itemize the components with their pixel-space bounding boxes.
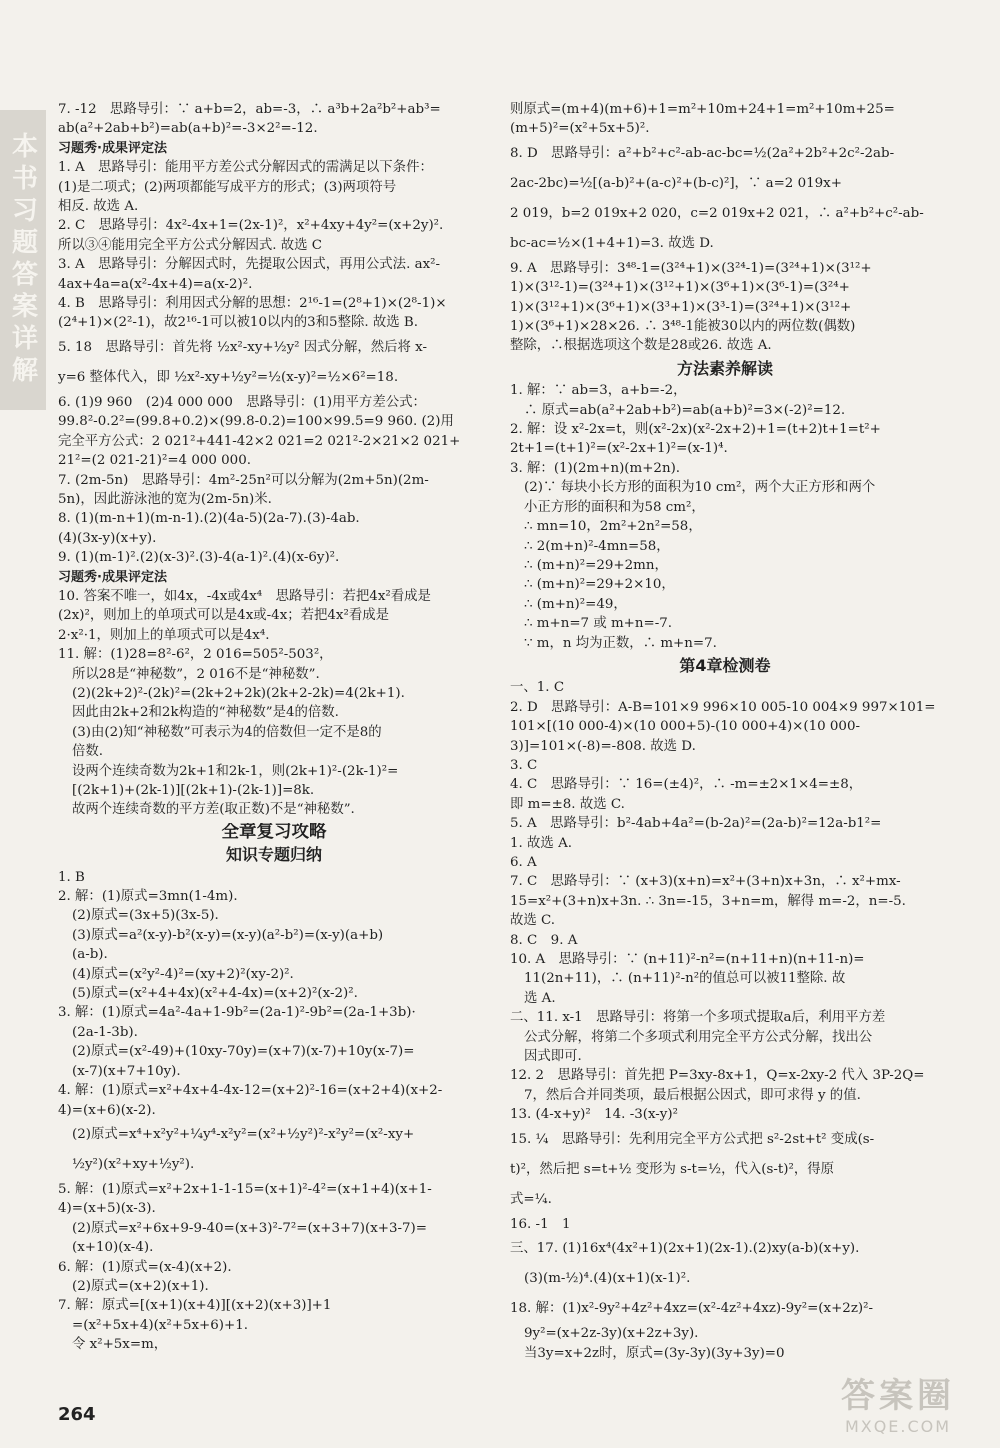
right-line: ∵ m，n 均为正数，∴ m+n=7. xyxy=(524,635,717,651)
left-line: 设两个连续奇数为2k+1和2k-1，则(2k+1)²-(2k-1)²= xyxy=(72,763,399,779)
left-line: (2x)²，则加上的单项式可以是4x或-4x；若把4x²看成是 xyxy=(58,608,390,624)
left-line: 1. A 思路导引：能用平方差公式分解因式的需满足以下条件： xyxy=(58,160,433,176)
right-column xyxy=(510,100,940,1363)
right-line: bc-ac=½×(1+4+1)=3. 故选 D. xyxy=(510,235,714,251)
right-line: 9. A 思路导引：3⁴⁸-1=(3²⁴+1)×(3²⁴-1)=(3²⁴+1)×(3¹²+ xyxy=(510,260,872,276)
right-line: 9y²=(x+2z-3y)(x+2z+3y). xyxy=(524,1326,699,1342)
right-line: ∴ mn=10，2m²+2n²=58， xyxy=(524,519,702,535)
right-line: 3. C xyxy=(510,757,538,773)
left-line: 相反. 故选 A. xyxy=(58,199,139,215)
left-line: (x+10)(x-4). xyxy=(72,1240,154,1256)
left-line: 3. A 思路导引：分解因式时，先提取公因式，再用公式法. ax²- xyxy=(58,257,441,273)
watermark-main: 答案圈 xyxy=(841,1376,955,1416)
left-line: (2)原式=(3x+5)(3x-5). xyxy=(72,908,219,924)
left-line: 习题秀·成果评定法 xyxy=(58,140,167,156)
left-line: 11. 解：(1)28=8²-6²，2 016=505²-503²， xyxy=(58,647,333,663)
right-line: 12. 2 思路导引：首先把 P=3xy-8x+1，Q=x-2xy-2 代入 3P-2Q= xyxy=(510,1068,925,1084)
right-line: 4. C 思路导引：∵ 16=(±4)²，∴ -m=±2×1×4=±8， xyxy=(510,777,863,793)
right-line: (3)(m-½)⁴.(4)(x+1)(x-1)². xyxy=(524,1271,691,1287)
right-line: 一、1. C xyxy=(510,680,565,696)
left-line: (2⁴+1)×(2²-1)，故2¹⁶-1可以被10以内的3和5整除. 故选 B. xyxy=(58,315,418,331)
right-line: 即 m=±8. 故选 C. xyxy=(510,796,625,812)
left-line: (5)原式=(x²+4+4x)(x²+4-4x)=(x+2)²(x-2)². xyxy=(72,986,358,1002)
left-line: (1)是二项式；(2)两项都能写成平方的形式；(3)两项符号 xyxy=(58,179,397,195)
left-line: 7. 解：原式=[(x+1)(x+4)][(x+2)(x+3)]+1 xyxy=(58,1298,332,1314)
left-line: ab(a²+2ab+b²)=ab(a+b)²=-3×2²=-12. xyxy=(58,121,318,137)
right-line: 1)×(3⁶+1)×28×26. ∴ 3⁴⁸-1能被30以内的两位数(偶数) xyxy=(510,319,856,335)
right-line: 三、17. (1)16x⁴(4x²+1)(2x+1)(2x-1).(2)xy(a-b)(x+y). xyxy=(510,1241,860,1257)
left-line: 4. B 思路导引：利用因式分解的思想：2¹⁶-1=(2⁸+1)×(2⁸-1)× xyxy=(58,296,447,312)
right-line: 2 019，b=2 019x+2 020，c=2 019x+2 021，∴ a²+b²+c²-ab- xyxy=(510,205,924,221)
right-line: 2. D 思路导引：A-B=101×9 996×10 005-10 004×9 997×101= xyxy=(510,699,936,715)
right-line: ∴ (m+n)²=29+2×10， xyxy=(524,577,675,593)
right-line: 式=¼. xyxy=(510,1191,552,1207)
left-line: (x-7)(x+7+10y). xyxy=(72,1063,181,1079)
left-line: (a-b). xyxy=(72,947,108,963)
right-line: 16. -1 1 xyxy=(510,1216,571,1232)
right-line: 2t+1=(t+1)²=(x²-2x+1)²=(x-1)⁴. xyxy=(510,441,728,457)
right-line: 1)×(3¹²+1)×(3⁶+1)×(3³+1)×(3³-1)=(3²⁴+1)×(3¹²+ xyxy=(510,299,852,315)
right-line: 11(2n+11)，∴ (n+11)²-n²的值总可以被11整除. 故 xyxy=(524,971,846,987)
left-line: 1. B xyxy=(58,869,85,885)
right-line: 公式分解，将第二个多项式利用完全平方公式分解，找出公 xyxy=(524,1029,873,1045)
left-line: (2a-1-3b). xyxy=(72,1024,138,1040)
right-line: ∴ (m+n)²=49， xyxy=(524,596,627,612)
left-line: (2)原式=(x+2)(x+1). xyxy=(72,1278,209,1294)
right-line: 15. ¼ 思路导引：先利用完全平方公式把 s²-2st+t² 变成(s- xyxy=(510,1131,875,1147)
left-line: [(2k+1)+(2k-1)][(2k+1)-(2k-1)]=8k. xyxy=(72,783,315,798)
right-line: 15=x²+(3+n)x+3n. ∴ 3n=-15，3+n=m，解得 m=-2，n=-5. xyxy=(510,893,906,909)
right-line: 2. 解：设 x²-2x=t，则(x²-2x)(x²-2x+2)+1=(t+2)t+1=t²+ xyxy=(510,422,881,438)
right-line: 5. A 思路导引：b²-4ab+4a²=(b-2a)²=(2a-b)²=12a-b1²= xyxy=(510,816,882,832)
side-tab-label: 本书习题答案详解 xyxy=(0,110,46,410)
left-line: 6. 解：(1)原式=(x-4)(x+2). xyxy=(58,1259,232,1275)
left-line: 令 x²+5x=m， xyxy=(72,1337,168,1353)
right-line: 第4章检测卷 xyxy=(679,655,771,675)
left-line: 7. -12 思路导引：∵ a+b=2，ab=-3，∴ a³b+2a²b²+ab³= xyxy=(58,102,441,117)
left-line: 2. C 思路导引：4x²-4x+1=(2x-1)²，x²+4xy+4y²=(x+2y)². xyxy=(58,218,444,234)
right-line: 8. C 9. A xyxy=(510,932,578,948)
right-line: 10. A 思路导引：∵ (n+11)²-n²=(n+11+n)(n+11-n)= xyxy=(510,952,865,968)
left-line: 7. (2m-5n) 思路导引：4m²-25n²可以分解为(2m+5n)(2m- xyxy=(58,472,429,488)
left-line: (2)原式=(x²-49)+(10xy-70y)=(x+7)(x-7)+10y(x-7)= xyxy=(72,1044,415,1060)
left-line: 2. 解：(1)原式=3mn(1-4m). xyxy=(58,889,238,905)
right-line: 整除，∴根据选项这个数是28或26. 故选 A. xyxy=(510,338,772,354)
left-line: (4)(3x-y)(x+y). xyxy=(58,530,157,546)
left-line: 故两个连续奇数的平方差(取正数)不是“神秘数”. xyxy=(72,802,355,818)
right-line: 2ac-2bc)=½[(a-b)²+(a-c)²+(b-c)²]，∵ a=2 019x+ xyxy=(510,175,842,191)
right-line: (m+5)²=(x²+5x+5)². xyxy=(510,121,650,137)
left-line: 因此由2k+2和2k构造的“神秘数”是4的倍数. xyxy=(72,705,339,721)
left-line: 知识专题归纳 xyxy=(225,845,322,865)
left-line: (2)原式=x²+6x+9-9-40=(x+3)²-7²=(x+3+7)(x+3-7)= xyxy=(72,1220,427,1236)
right-line: 选 A. xyxy=(524,990,556,1006)
left-line: 9. (1)(m-1)².(2)(x-3)².(3)-4(a-1)².(4)(x-6y)². xyxy=(58,550,340,566)
page-number: 264 xyxy=(58,1404,96,1425)
right-line: ∴ 原式=ab(a²+2ab+b²)=ab(a+b)²=3×(-2)²=12. xyxy=(524,402,846,418)
left-line: =(x²+5x+4)(x²+5x+6)+1. xyxy=(72,1317,249,1333)
right-line: 则原式=(m+4)(m+6)+1=m²+10m+24+1=m²+10m+25= xyxy=(510,102,895,117)
left-line: 全章复习攻略 xyxy=(221,822,327,842)
right-line: 1)×(3¹²-1)=(3²⁴+1)×(3¹²+1)×(3⁶+1)×(3⁶-1)=(3²⁴+ xyxy=(510,280,850,296)
right-line: (2)∵ 每块小长方形的面积为10 cm²，两个大正方形和两个 xyxy=(524,480,876,496)
left-line: 4ax+4a=a(x²-4x+4)=a(x-2)². xyxy=(58,276,253,292)
watermark-logo xyxy=(808,1368,988,1438)
right-line: 3)]=101×(-8)=-808. 故选 D. xyxy=(510,738,696,754)
right-line: 1. 故选 A. xyxy=(510,835,572,851)
left-line: 5. 解：(1)原式=x²+2x+1-1-15=(x+1)²-4²=(x+1+4)(x+1- xyxy=(58,1181,432,1197)
left-line: (3)由(2)知“神秘数”可表示为4的倍数但一定不是8的 xyxy=(72,724,382,740)
right-line: 6. A xyxy=(510,855,537,870)
left-line: 所以③④能用完全平方公式分解因式. 故选 C xyxy=(58,237,323,253)
right-line: 方法素养解读 xyxy=(676,358,773,378)
right-line: 二、11. x-1 思路导引：将第一个多项式提取a后，利用平方差 xyxy=(510,1010,886,1026)
left-line: 所以28是“神秘数”，2 016不是“神秘数”. xyxy=(72,666,320,682)
right-line: 8. D 思路导引：a²+b²+c²-ab-ac-bc=½(2a²+2b²+2c²-2ab- xyxy=(510,145,895,161)
right-line: 101×[(10 000-4)×(10 000+5)-(10 000+4)×(10 000- xyxy=(510,719,861,735)
left-line: 8. (1)(m-n+1)(m-n-1).(2)(4a-5)(2a-7).(3)-4ab. xyxy=(58,511,360,527)
left-line: ½y²)(x²+xy+½y²). xyxy=(72,1156,195,1172)
right-line: 当3y=x+2z时，原式=(3y-3y)(3y+3y)=0 xyxy=(524,1345,785,1361)
left-line: 5. 18 思路导引：首先将 ½x²-xy+½y² 因式分解，然后将 x- xyxy=(58,339,427,355)
left-line: (4)原式=(x²y²-4)²=(xy+2)²(xy-2)². xyxy=(72,966,294,982)
left-line: 4)=(x+5)(x-3). xyxy=(58,1201,156,1217)
right-line: 7，然后合并同类项，最后根据公因式，即可求得 y 的值. xyxy=(524,1087,861,1103)
left-line: (2)原式=x⁴+x²y²+¼y⁴-x²y²=(x²+½y²)²-x²y²=(x²-xy+ xyxy=(72,1126,415,1142)
watermark-sub: MXQE.COM xyxy=(844,1417,952,1436)
right-line: 因式即可. xyxy=(524,1049,582,1065)
left-line: 3. 解：(1)原式=4a²-4a+1-9b²=(2a-1)²-9b²=(2a-1+3b)· xyxy=(58,1005,416,1021)
right-line: 3. 解：(1)(2m+n)(m+2n). xyxy=(510,460,681,476)
right-line: t)²，然后把 s=t+½ 变形为 s-t=½，代入(s-t)²，得原 xyxy=(510,1161,835,1177)
right-line: 13. (4-x+y)² 14. -3(x-y)² xyxy=(510,1107,678,1123)
right-line: 7. C 思路导引：∵ (x+3)(x+n)=x²+(3+n)x+3n，∴ x²+mx- xyxy=(510,874,901,890)
right-line: 1. 解：∵ ab=3，a+b=-2， xyxy=(510,383,687,399)
right-line: 小正方形的面积和为58 cm²， xyxy=(524,499,705,515)
left-line: 习题秀·成果评定法 xyxy=(58,569,167,585)
left-line: 99.8²-0.2²=(99.8+0.2)×(99.8-0.2)=100×99.5=9 960. (2)用 xyxy=(58,414,454,430)
left-line: 2·x²·1，则加上的单项式可以是4x⁴. xyxy=(58,627,270,643)
left-line: 5n)，因此游泳池的宽为(2m-5n)米. xyxy=(58,491,272,507)
left-line: 倍数. xyxy=(72,744,104,760)
left-column xyxy=(58,100,490,1355)
left-line: 10. 答案不唯一，如4x，-4x或4x⁴ 思路导引：若把4x²看成是 xyxy=(58,588,431,604)
right-line: ∴ m+n=7 或 m+n=-7. xyxy=(524,616,673,632)
left-line: y=6 整体代入，即 ½x²-xy+½y²=½(x-y)²=½×6²=18. xyxy=(58,369,399,385)
left-line: (3)原式=a²(x-y)-b²(x-y)=(x-y)(a²-b²)=(x-y)(a+b) xyxy=(72,927,384,943)
left-line: 4. 解：(1)原式=x²+4x+4-4x-12=(x+2)²-16=(x+2+4)(x+2- xyxy=(58,1083,443,1099)
right-line: ∴ (m+n)²=29+2mn， xyxy=(524,557,668,573)
right-line: 18. 解：(1)x²-9y²+4z²+4xz=(x²-4z²+4xz)-9y²=(x+2z)²- xyxy=(510,1301,873,1317)
left-line: 4)=(x+6)(x-2). xyxy=(58,1102,156,1118)
right-line: ∴ 2(m+n)²-4mn=58， xyxy=(524,538,670,554)
right-line: 故选 C. xyxy=(510,913,556,929)
left-line: 21²=(2 021-21)²=4 000 000. xyxy=(58,453,251,469)
left-line: 完全平方公式：2 021²+441-42×2 021=2 021²-2×21×2 021+ xyxy=(58,433,461,449)
left-line: (2)(2k+2)²-(2k)²=(2k+2+2k)(2k+2-2k)=4(2k+1). xyxy=(72,685,405,701)
left-line: 6. (1)9 960 (2)4 000 000 思路导引：(1)用平方差公式： xyxy=(58,394,426,410)
